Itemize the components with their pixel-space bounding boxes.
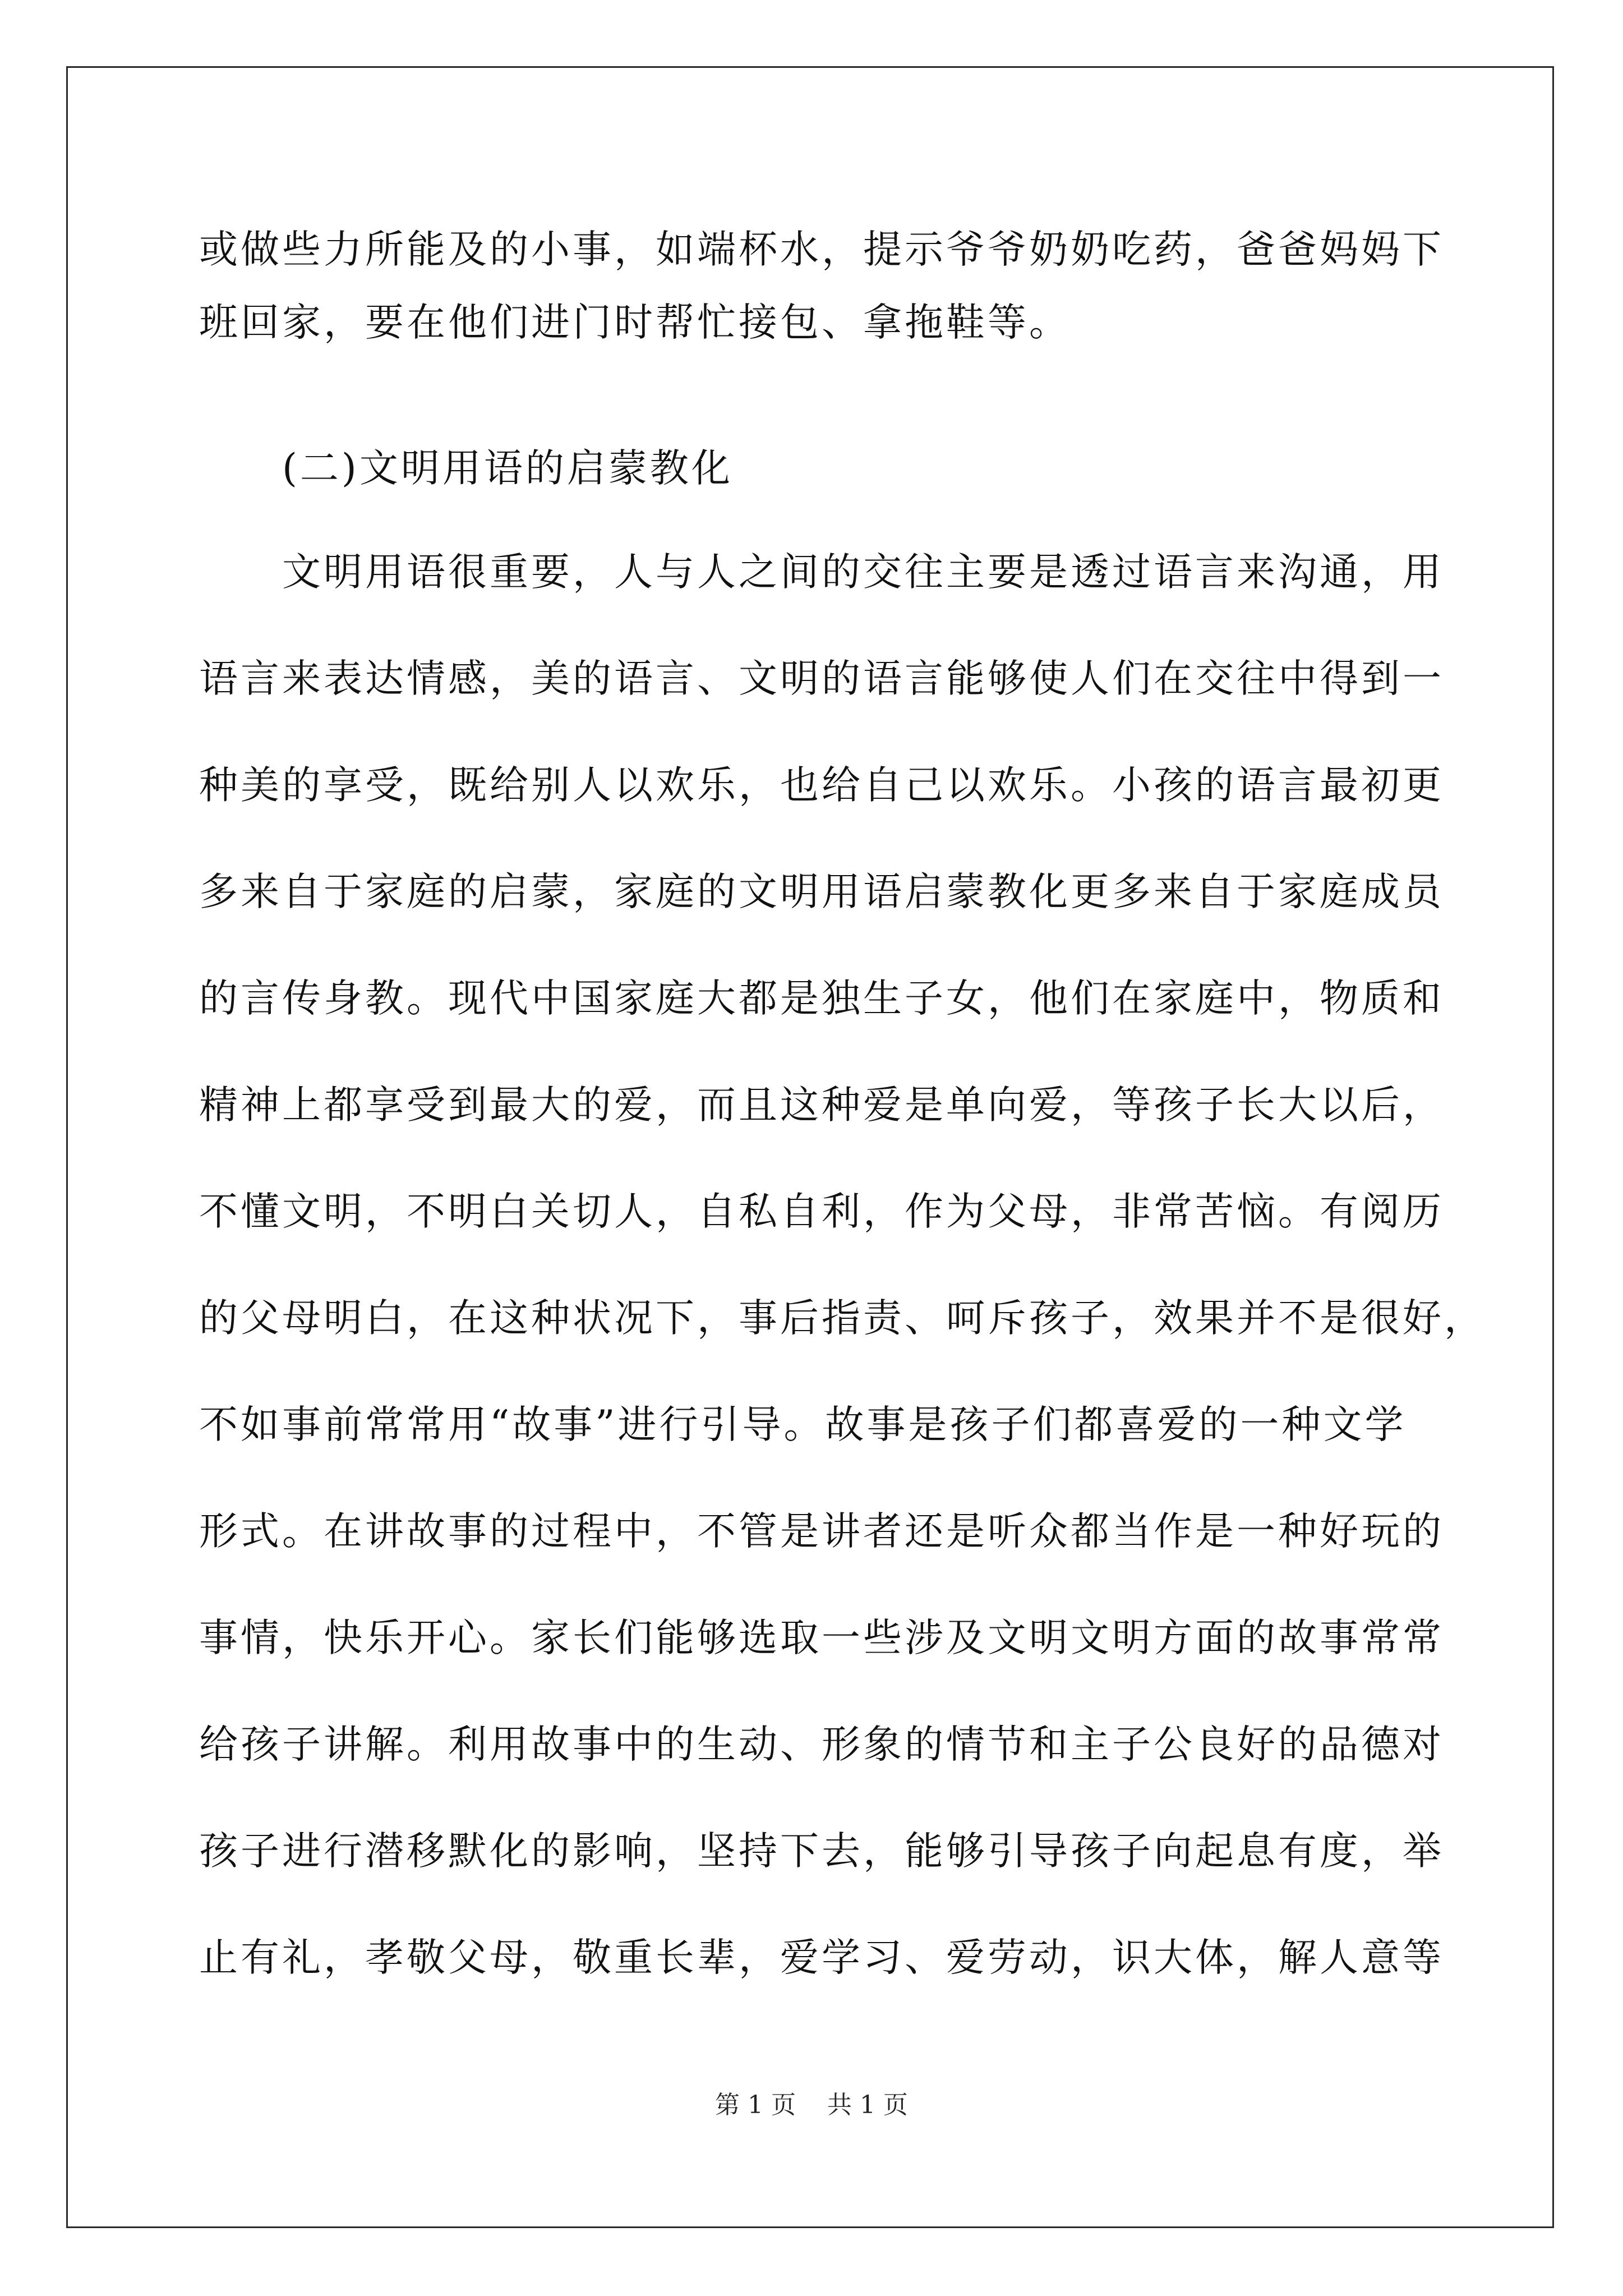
body-line: 的言传身教。现代中国家庭大都是独生子女，他们在家庭中，物质和: [199, 976, 1444, 1021]
body-line: 形式。在讲故事的过程中，不管是讲者还是听众都当作是一种好玩的: [199, 1509, 1444, 1554]
body-line: 不如事前常常用“故事”进行引导。故事是孩子们都喜爱的一种文学: [199, 1402, 1407, 1447]
page-border: [66, 66, 1554, 2228]
body-line: 多来自于家庭的启蒙，家庭的文明用语启蒙教化更多来自于家庭成员: [199, 869, 1444, 914]
body-line: 种美的享受，既给别人以欢乐，也给自己以欢乐。小孩的语言最初更: [199, 763, 1444, 808]
body-line: 或做些力所能及的小事，如端杯水，提示爷爷奶奶吃药，爸爸妈妈下: [199, 227, 1444, 272]
body-line: 孩子进行潜移默化的影响，坚持下去，能够引导孩子向起息有度，举: [199, 1829, 1444, 1874]
body-line: 的父母明白，在这种状况下，事后指责、呵斥孩子，效果并不是很好，: [199, 1296, 1486, 1341]
body-line: 语言来表达情感，美的语言、文明的语言能够使人们在交往中得到一: [199, 656, 1444, 701]
body-line: 精神上都享受到最大的爱，而且这种爱是单向爱，等孩子长大以后，: [199, 1083, 1444, 1128]
body-line: 不懂文明，不明白关切人，自私自利，作为父母，非常苦恼。有阅历: [199, 1189, 1444, 1234]
body-line: 止有礼，孝敬父母，敬重长辈，爱学习、爱劳动，识大体，解人意等: [199, 1935, 1444, 1980]
body-line: 给孩子讲解。利用故事中的生动、形象的情节和主子公良好的品德对: [199, 1722, 1444, 1767]
body-line: 文明用语很重要，人与人之间的交往主要是透过语言来沟通，用: [282, 550, 1444, 595]
page-number-footer: 第 1 页 共 1 页: [715, 2091, 908, 2119]
body-line: 班回家，要在他们进门时帮忙接包、拿拖鞋等。: [199, 300, 1071, 345]
section-heading: (二)文明用语的启蒙教化: [282, 446, 733, 491]
body-line: 事情，快乐开心。家长们能够选取一些涉及文明文明方面的故事常常: [199, 1616, 1444, 1660]
